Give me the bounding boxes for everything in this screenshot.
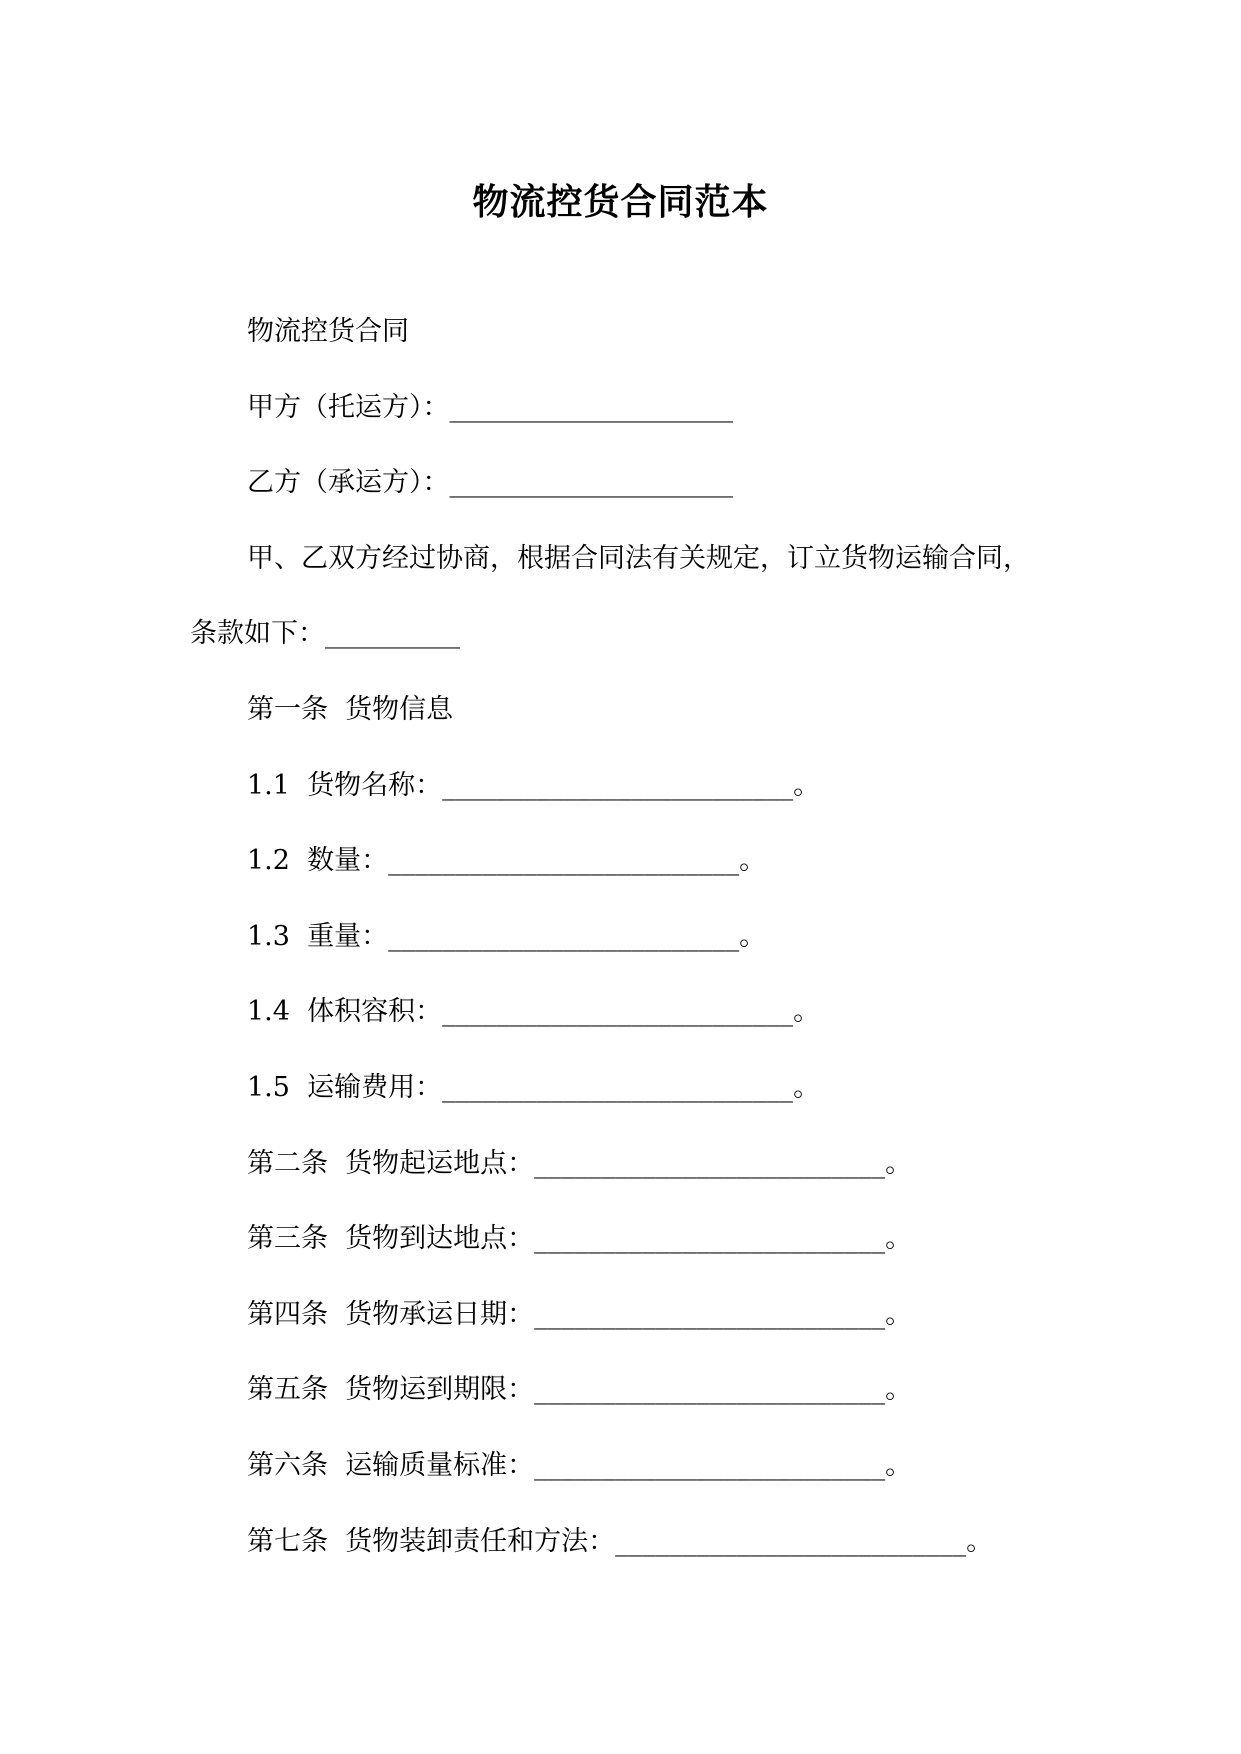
clause-1-4: 1.4 体积容积：__________________________。 xyxy=(247,996,821,1027)
article-2: 第二条 货物起运地点：__________________________。 xyxy=(247,1148,913,1179)
clause-1-5: 1.5 运输费用：__________________________。 xyxy=(247,1072,821,1103)
preamble-line-1: 甲、乙双方经过协商，根据合同法有关规定，订立货物运输合同， xyxy=(247,543,1030,574)
contract-heading: 物流控货合同 xyxy=(247,316,409,347)
preamble-line-2: 条款如下：__________ xyxy=(190,618,460,649)
article-6: 第六条 运输质量标准：__________________________。 xyxy=(247,1450,913,1481)
party-b-line: 乙方（承运方）：_____________________ xyxy=(247,467,733,498)
article-1-heading: 第一条 货物信息 xyxy=(247,694,454,725)
clause-1-1: 1.1 货物名称：__________________________。 xyxy=(247,770,821,801)
article-5: 第五条 货物运到期限：__________________________。 xyxy=(247,1374,913,1405)
party-a-line: 甲方（托运方）：_____________________ xyxy=(247,392,733,423)
article-4: 第四条 货物承运日期：__________________________。 xyxy=(247,1299,913,1330)
article-3: 第三条 货物到达地点：__________________________。 xyxy=(247,1223,913,1254)
clause-1-2: 1.2 数量：__________________________。 xyxy=(247,845,767,876)
clause-1-3: 1.3 重量：__________________________。 xyxy=(247,921,767,952)
article-7: 第七条 货物装卸责任和方法：__________________________。 xyxy=(247,1526,994,1557)
document-title: 物流控货合同范本 xyxy=(472,181,769,223)
